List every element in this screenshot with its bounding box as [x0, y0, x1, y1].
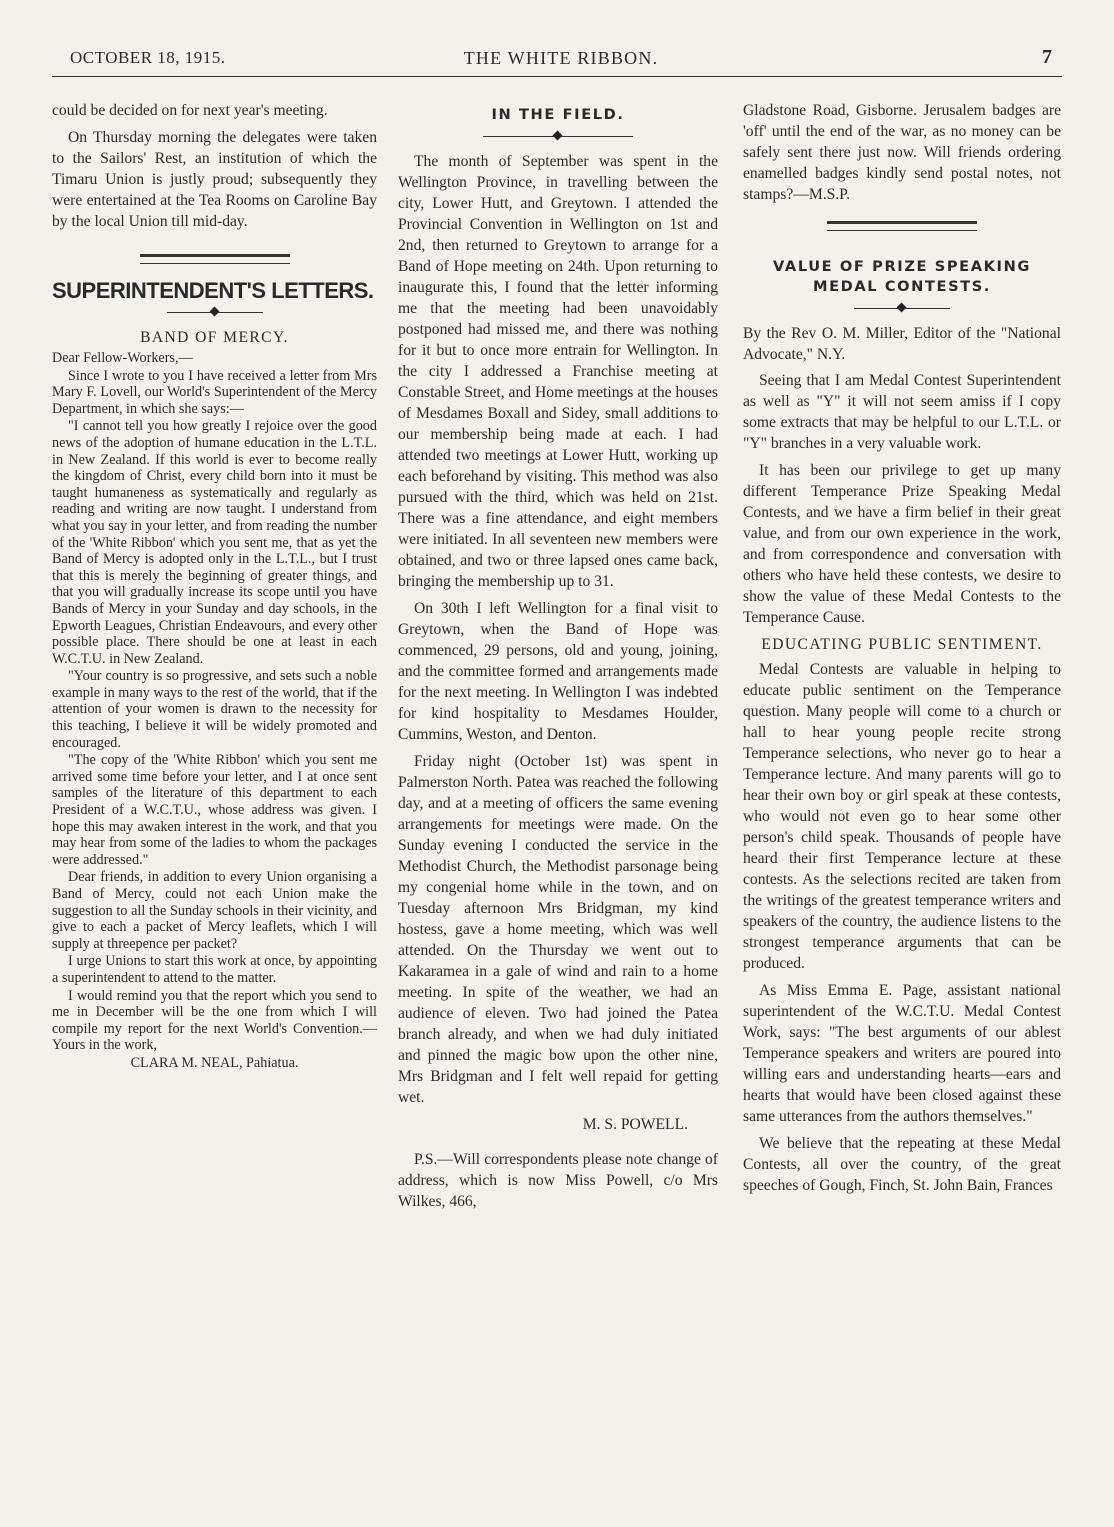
- medal-paragraph: We believe that the repeating at these Medal Contests, all over the country, of the great speeches of Gough, Finch, St. John Bain, Frances: [743, 1135, 1061, 1194]
- page-header: [70, 48, 1052, 74]
- section-divider: [827, 221, 977, 231]
- section-divider: [140, 254, 290, 264]
- letter-paragraph: "Your country is so progressive, and sets such a noble example in many ways to the rest of the world, that if the attention of your women is drawn to the necessity for this teaching, I believe it will be widely promoted and encouraged.: [52, 668, 377, 751]
- letter-signoff: CLARA M. NEAL, Pahiatua.: [130, 1054, 299, 1071]
- field-paragraph: On 30th I left Wellington for a final visit to Greytown, when the Band of Hope was commenced, 29 persons, old and young, joining, and the committee formed and arrangements made for the next meeting. In Wellington I was indebted for kind hospitality to Mesdames Houlder, Cummins, Weston, and Denton.: [398, 600, 718, 743]
- letter-paragraph: Dear friends, in addition to every Union organising a Band of Mercy, could not each Union make the suggestion to all the Sunday schools in their vicinity, and give to each a packet of Mercy leaflets, which I will supply at threepence per packet?: [52, 869, 377, 952]
- intro-paragraph: could be decided on for next year's meeting.: [52, 102, 328, 119]
- medal-paragraph: Seeing that I am Medal Contest Superintendent as well as "Y" it will not seem amiss if I copy some extracts that may be helpful to our L.T.L. or "Y" branches in a very valuable work.: [743, 372, 1061, 452]
- medal-paragraph: Medal Contests are valuable in helping to educate public sentiment on the Temperance question. Many people will come to a church or hall to hear young people recite strong Temperance selections, who never go to hear a Temperance lecture. And many parents will go to hear their own boy or girl speak at these contests, who would not even go to hear some other person's child speak. Thousands of people have heard their first Temperance lecture at these contests. As the selections recited are taken from the writings of the greatest temperance writers and speakers of the country, the audience listens to the strongest temperance arguments that can be produced.: [743, 661, 1061, 972]
- band-of-mercy-heading: BAND OF MERCY.: [140, 329, 289, 346]
- page-number: 7: [1042, 46, 1052, 68]
- right-column: [743, 100, 1061, 1202]
- letter-paragraph: I urge Unions to start this work at once, by appointing a superintendent to attend to the matter.: [52, 953, 377, 986]
- title-ornament: [167, 307, 263, 318]
- letter-paragraph: Since I wrote to you I have received a letter from Mrs Mary F. Lovell, our World's Superintendent of the Mercy Department, in which she says:—: [52, 367, 377, 417]
- publication-title: THE WHITE RIBBON.: [463, 48, 659, 68]
- postscript-continued: Gladstone Road, Gisborne. Jerusalem badges are 'off' until the end of the war, as no money can be safely sent there just now. Will friends ordering enamelled badges kindly send postal notes, not stamps?—M.S.P.: [743, 102, 1061, 203]
- field-paragraph: The month of September was spent in the Wellington Province, in travelling between the city, Lower Hutt, and Greytown. I attended the Provincial Convention in Wellington on 1st and 2nd, then returned to Greytown to arrange for a Band of Hope meeting on 24th. Upon returning to inaugurate this, I found that the letter informing me that the meeting had been unavoidably postponed had missed me, and there was nothing for it but to once more entrain for Wellington. In the city I addressed a Franchise meeting at Constable Street, and Home meetings at the houses of Mesdames Boxall and Sidey, small additions to our membership being made at each. I had attended two meetings at Lower Hutt, working up each beforehand by visiting. This method was also pursued with the third, which was held on 21st. There was a fine attendance, and eight members were initiated. In all seventeen new members were obtained, and two or three lapsed ones came back, bringing the membership up to 31.: [398, 153, 718, 590]
- intro-paragraph: On Thursday morning the delegates were taken to the Sailors' Rest, an institution of which the Timaru Union is justly proud; subsequently they were entertained at the Tea Rooms on Caroline Bay by the local Union till mid-day.: [52, 129, 377, 230]
- article-byline: By the Rev O. M. Miller, Editor of the "National Advocate," N.Y.: [743, 325, 1061, 363]
- medal-paragraph: It has been our privilege to get up many different Temperance Prize Speaking Medal Contests, and we have a firm belief in their great value, and from our own experience in the work, and from correspondence and conversation with others who have held these contests, we desire to show the value of these Medal Contests to the Temperance Cause.: [743, 462, 1061, 626]
- medal-contests-title: VALUE OF PRIZE SPEAKING MEDAL CONTESTS.: [773, 258, 1031, 295]
- letter-paragraph: "The copy of the 'White Ribbon' which you sent me arrived some time before your letter, and I at once sent samples of the literature of this department to each President of a W.C.T.U., whose address was given. I hope this may awaken interest in the work, and that you may hear from some of the ladies to whom the packages were addressed.": [52, 752, 377, 868]
- field-signature: M. S. POWELL.: [582, 1116, 688, 1133]
- middle-column: [398, 100, 718, 1218]
- title-ornament: [854, 303, 950, 314]
- medal-paragraph: As Miss Emma E. Page, assistant national superintendent of the W.C.T.U. Medal Contest Work, says: "The best arguments of our ablest Temperance speakers and writers are poured into willing ears and understanding hearts—ears and hearts that would have been closed against these same utterances from the authors themselves.": [743, 982, 1061, 1125]
- header-rule: [52, 76, 1062, 77]
- letter-body: [52, 350, 377, 1072]
- in-the-field-title: IN THE FIELD.: [491, 106, 625, 123]
- salutation: Dear Fellow-Workers,—: [52, 350, 193, 366]
- letter-paragraph: "I cannot tell you how greatly I rejoice over the good news of the adoption of humane education in the L.T.L. in New Zealand. If this world is ever to become really the kingdom of Christ, every child born into it must be taught humaneness as systematically and regularly as reading and writing are now taught. I understand from what you say in your letter, and from reading the number of the 'White Ribbon' which you sent me, that as yet the Band of Mercy is adopted only in the L.T.L., but I trust that this is merely the beginning of greater things, and that you will gradually increase its scope until you have Bands of Mercy in your Sunday and day schools, in the Epworth Leagues, Christian Endeavours, and every other possible place. There should be one at least in each W.C.T.U. in New Zealand.: [52, 418, 377, 667]
- letter-paragraph: I would remind you that the report which you send to me in December will be the one from which I will compile my report for the next World's Convention.—Yours in the work,: [52, 987, 377, 1054]
- postscript: P.S.—Will correspondents please note change of address, which is now Miss Powell, c/o Mrs Wilkes, 466,: [398, 1151, 718, 1210]
- educating-sentiment-heading: EDUCATING PUBLIC SENTIMENT.: [761, 636, 1043, 653]
- issue-date: OCTOBER 18, 1915.: [70, 48, 226, 67]
- title-ornament: [483, 131, 633, 142]
- field-paragraph: Friday night (October 1st) was spent in Palmerston North. Patea was reached the following day, and at a meeting of officers the same evening arrangements for meetings were made. On the Sunday evening I conducted the service in the Methodist Church, the Methodist parsonage being my congenial home while in the town, and on Tuesday afternoon Mrs Bridgman, my kind hostess, gave a home meeting, which was well attended. On the Thursday we went out to Kakaramea in a gale of wind and rain to a home meeting. In spite of the weather, we had an audience of eleven. Two had joined the Patea branch already, and when we had duly initiated and pinned the magic bow upon the other nine, Mrs Bridgman and I felt well repaid for getting wet.: [398, 753, 719, 1106]
- superintendent-letters-title: SUPERINTENDENT'S LETTERS.: [52, 278, 374, 303]
- left-column: [52, 100, 377, 1073]
